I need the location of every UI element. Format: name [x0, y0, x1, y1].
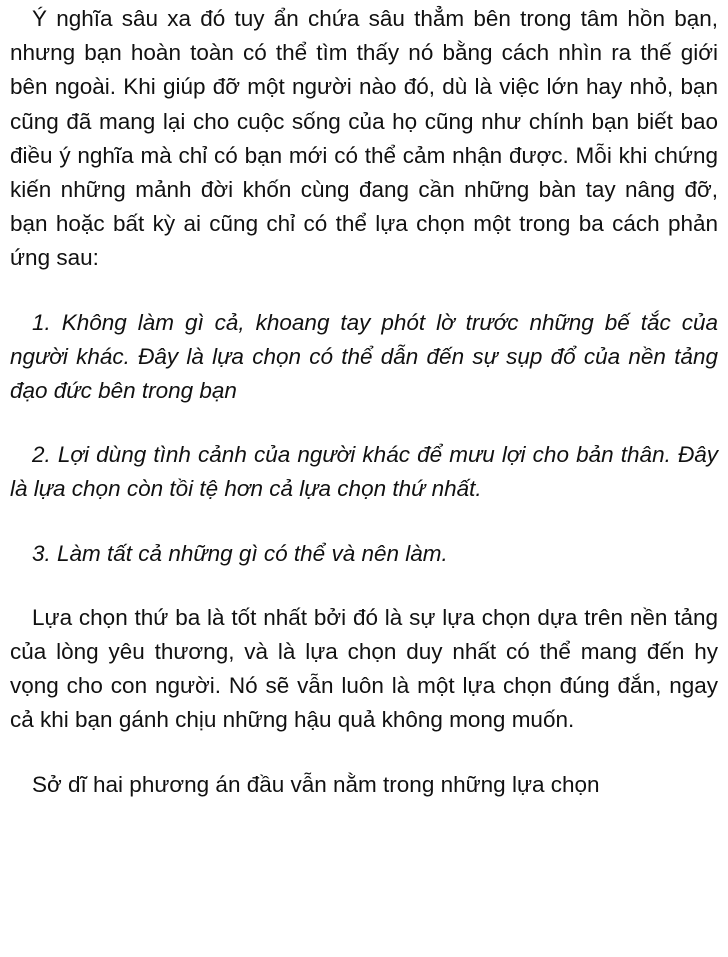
list-item-option-2: 2. Lợi dùng tình cảnh của người khác để mưu lợi cho bản thân. Đây là lựa chọn còn tồi tệ hơn cả lựa chọn thứ nhất.: [10, 442, 718, 502]
list-item-option-1: 1. Không làm gì cả, khoang tay phót lờ trước những bế tắc của người khác. Đây là lựa chọn có thể dẫn đến sự sụp đổ của nền tảng đạo đức bên trong bạn: [10, 309, 718, 404]
paragraph-continuation: Sở dĩ hai phương án đầu vẫn nằm trong những lựa chọn: [32, 771, 600, 797]
paragraph-conclusion: Lựa chọn thứ ba là tốt nhất bởi đó là sự lựa chọn dựa trên nền tảng của lòng yêu thương, và là lựa chọn duy nhất có thể mang đến hy vọng cho con người. Nó sẽ vẫn luôn là một lựa chọn đúng đắn, ngay cả khi bạn gánh chịu những hậu quả không mong muốn.: [10, 604, 718, 733]
list-item-option-3: 3. Làm tất cả những gì có thể và nên làm.: [32, 540, 448, 566]
paragraph-intro: Ý nghĩa sâu xa đó tuy ẩn chứa sâu thẳm bên trong tâm hồn bạn, nhưng bạn hoàn toàn có thể tìm thấy nó bằng cách nhìn ra thế giới bên ngoài. Khi giúp đỡ một người nào đó, dù là việc lớn hay nhỏ, bạn cũng đã mang lại cho cuộc sống của họ cũng như chính bạn biết bao điều ý nghĩa mà chỉ có bạn mới có thể cảm nhận được. Mỗi khi chứng kiến những mảnh đời khốn cùng đang cần những bàn tay nâng đỡ, bạn hoặc bất kỳ ai cũng chỉ có thể lựa chọn một trong ba cách phản ứng sau:: [10, 6, 718, 271]
